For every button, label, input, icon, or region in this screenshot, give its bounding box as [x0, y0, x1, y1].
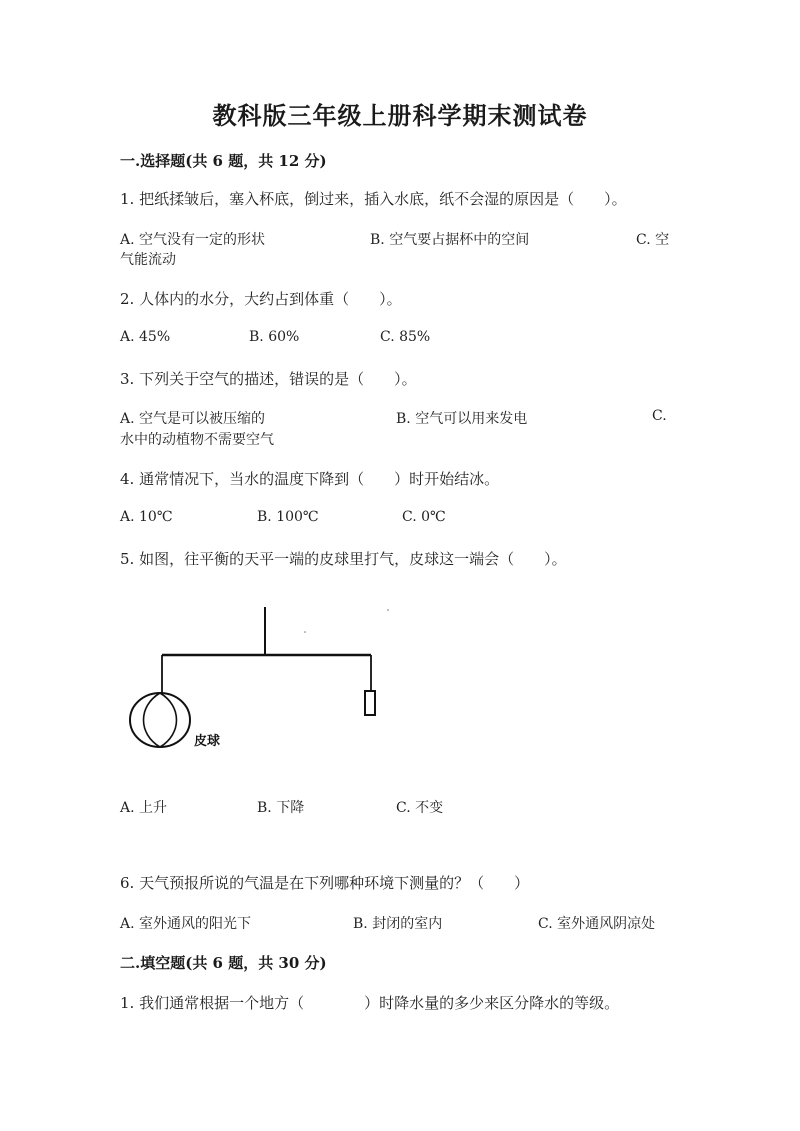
- q6-option-c: C. 室外通风阴凉处: [538, 916, 656, 932]
- ball-label: 皮球: [194, 734, 221, 749]
- q5-option-b: B. 下降: [257, 800, 305, 816]
- q2-option-c: C. 85%: [380, 329, 431, 345]
- question-stem-5: 5. 如图，往平衡的天平一端的皮球里打气，皮球这一端会（ ）。: [120, 550, 567, 568]
- q4-option-c: C. 0℃: [402, 509, 446, 525]
- balance-figure: [120, 602, 390, 762]
- section-heading-choice: 一.选择题(共 6 题，共 12 分): [120, 152, 327, 170]
- q3-option-c: C.: [652, 408, 667, 424]
- q4-option-a: A. 10℃: [120, 509, 173, 525]
- q5-option-a: A. 上升: [120, 800, 168, 816]
- q1-option-c-continued: 气能流动: [120, 252, 176, 268]
- question-stem-2: 2. 人体内的水分，大约占到体重（ ）。: [120, 290, 402, 308]
- fill-question-1: 1. 我们通常根据一个地方（ ）时降水量的多少来区分降水的等级。: [120, 994, 620, 1012]
- ball-shape: [130, 693, 190, 747]
- section-heading-fill-blank: 二.填空题(共 6 题，共 30 分): [120, 954, 327, 972]
- question-stem-3: 3. 下列关于空气的描述，错误的是（ ）。: [120, 370, 417, 388]
- q1-option-c: C. 空: [636, 232, 670, 248]
- q1-option-a: A. 空气没有一定的形状: [120, 232, 266, 248]
- q6-option-a: A. 室外通风的阳光下: [120, 916, 252, 932]
- q2-option-b: B. 60%: [249, 329, 300, 345]
- q4-option-b: B. 100℃: [257, 509, 319, 525]
- q5-option-c: C. 不变: [396, 800, 444, 816]
- question-stem-1: 1. 把纸揉皱后，塞入杯底，倒过来，插入水底，纸不会湿的原因是（ ）。: [120, 190, 627, 208]
- question-stem-4: 4. 通常情况下，当水的温度下降到（ ）时开始结冰。: [120, 470, 500, 488]
- q3-option-c-continued: 水中的动植物不需要空气: [120, 432, 274, 448]
- q3-option-b: B. 空气可以用来发电: [396, 411, 528, 427]
- q2-option-a: A. 45%: [120, 329, 171, 345]
- q6-option-b: B. 封闭的室内: [353, 916, 443, 932]
- weight-block: [365, 691, 375, 715]
- page-title: 教科版三年级上册科学期末测试卷: [212, 101, 588, 130]
- q1-option-b: B. 空气要占据杯中的空间: [370, 232, 530, 248]
- q3-option-a: A. 空气是可以被压缩的: [120, 411, 266, 427]
- question-stem-6: 6. 天气预报所说的气温是在下列哪种环境下测量的？（ ）: [120, 874, 530, 892]
